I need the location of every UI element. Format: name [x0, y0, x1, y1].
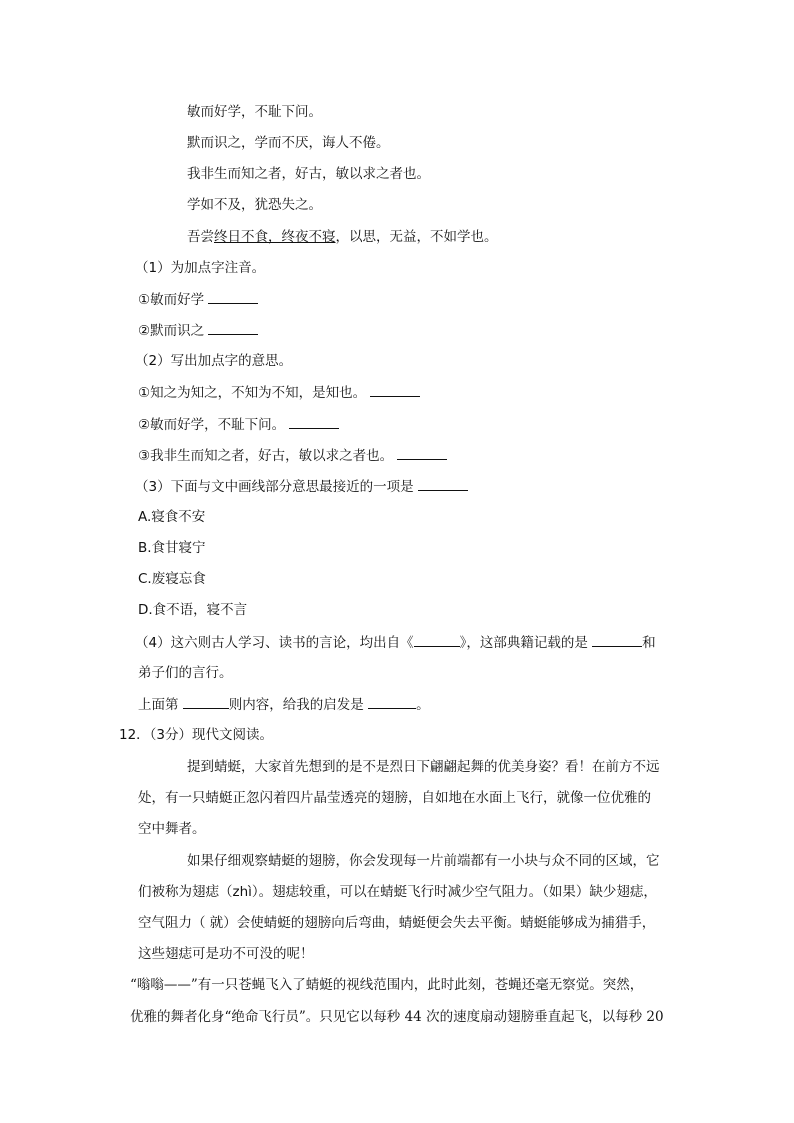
quote-line-4: 学如不及，犹恐失之。 [187, 197, 322, 213]
question-2a [138, 383, 420, 402]
question-4 [135, 633, 656, 652]
question-2b-text: ②敏而好学，不耻下问。 [138, 417, 290, 433]
question-4-text-e: 上面第 [138, 697, 183, 713]
option-a: A.寝食不安 [138, 509, 206, 525]
passage-p3-line-2: 优雅的舞者化身“绝命飞行员”。只见它以每秒 44 次的速度扇动翅膀垂直起飞，以每秒 20 [130, 1009, 664, 1025]
passage-p1-line-1: 提到蜻蜓，大家首先想到的是不是烈日下翩翩起舞的优美身姿？看！在前方不远 [187, 759, 660, 775]
quote-line-2: 默而识之，学而不厌，诲人不倦。 [187, 135, 390, 151]
question-2c-text: ③我非生而知之者，好古，敏以求之者也。 [138, 448, 398, 464]
quote-line-5 [187, 228, 498, 246]
question-1a [138, 290, 258, 309]
question-4-text-c: 和 [642, 635, 656, 651]
answer-blank[interactable] [208, 321, 258, 335]
passage-p1-line-2: 处，有一只蜻蜓正忽闪着四片晶莹透亮的翅膀，自如地在水面上飞行，就像一位优雅的 [138, 790, 651, 806]
question-2b [138, 415, 339, 434]
option-d: D.食不语，寝不言 [138, 602, 248, 618]
passage-p2-line-3: 空气阻力（ 就）会使蜻蜓的翅膀向后弯曲，蜻蜓便会失去平衡。蜻蜓能够成为捕猎手， [138, 915, 656, 931]
question-4-text-g: 。 [416, 697, 430, 713]
answer-blank[interactable] [418, 477, 468, 491]
question-4-text-b: 》，这部典籍记载的是 [459, 635, 593, 651]
answer-blank[interactable] [289, 415, 339, 429]
answer-blank[interactable] [183, 695, 229, 709]
passage-p2-line-4: 这些翅痣可是功不可没的呢！ [138, 946, 314, 962]
option-c: C.废寝忘食 [138, 571, 206, 587]
question-12-heading: 12．（3分）现代文阅读。 [119, 727, 274, 743]
quote-line-3: 我非生而知之者，好古，敏以求之者也。 [187, 166, 430, 182]
answer-blank[interactable] [370, 383, 420, 397]
quote-line-5-start: 吾尝 [187, 229, 214, 245]
question-1b-text: ②默而识之 [138, 323, 209, 339]
answer-blank[interactable] [414, 633, 460, 647]
answer-blank[interactable] [592, 633, 642, 647]
question-3 [135, 477, 468, 496]
quote-line-5-end: ，以思，无益，不如学也。 [335, 229, 498, 245]
question-4-text-f: 则内容，给我的启发是 [228, 697, 369, 713]
question-4-text-a: （4）这六则古人学习、读书的言论，均出自《 [135, 635, 414, 651]
option-b: B.食甘寝宁 [138, 540, 206, 556]
passage-p1-line-3: 空中舞者。 [138, 821, 206, 837]
passage-p3-line-1: “嗡嗡——”有一只苍蝇飞入了蜻蜓的视线范围内，此时此刻，苍蝇还毫无察觉。突然， [130, 977, 644, 993]
question-2a-text: ①知之为知之，不知为不知，是知也。 [138, 385, 371, 401]
answer-blank[interactable] [208, 290, 258, 304]
question-2: （2）写出加点字的意思。 [135, 353, 293, 369]
question-1: （1）为加点字注音。 [135, 260, 266, 276]
answer-blank[interactable] [368, 695, 416, 709]
question-4-cont: 弟子们的言行。 [138, 665, 233, 681]
passage-p2-line-1: 如果仔细观察蜻蜓的翅膀，你会发现每一片前端都有一小块与众不同的区域，它 [187, 853, 660, 869]
question-3-text: （3）下面与文中画线部分意思最接近的一项是 [135, 479, 418, 495]
quote-line-1: 敏而好学，不耻下问。 [187, 104, 322, 120]
answer-blank[interactable] [397, 446, 447, 460]
underlined-phrase: 终日不食，终夜不寝 [214, 229, 336, 245]
question-1a-text: ①敏而好学 [138, 292, 209, 308]
passage-p2-line-2: 们被称为翅痣（zhì）。翅痣较重，可以在蜻蜓飞行时减少空气阻力。（如果）缺少翅痣， [138, 884, 657, 900]
question-4-line-3 [138, 695, 430, 714]
question-2c [138, 446, 447, 465]
question-1b [138, 321, 258, 340]
